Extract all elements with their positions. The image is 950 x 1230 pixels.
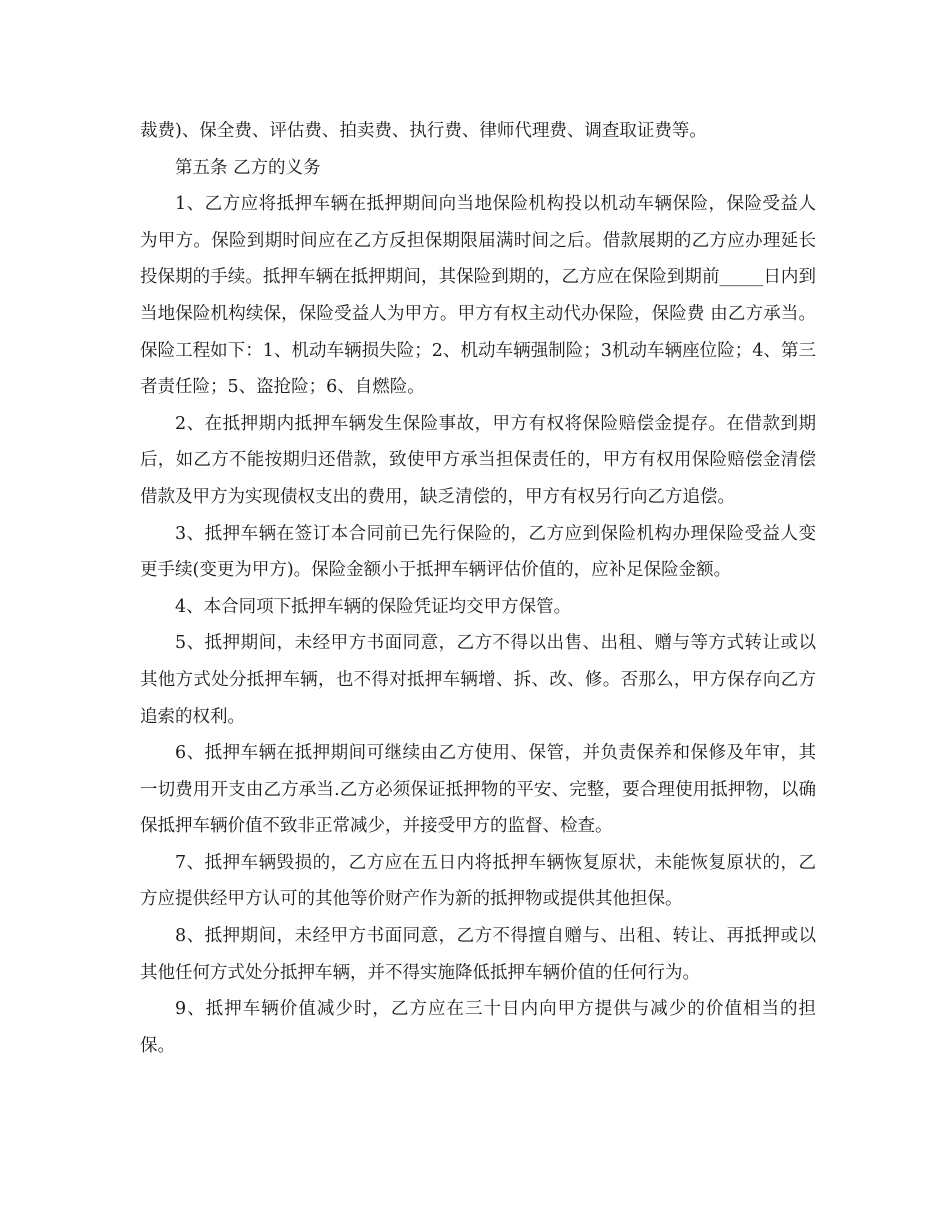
clause-2: 2、在抵押期内抵押车辆发生保险事故，甲方有权将保险赔偿金提存。在借款到期后，如乙方不能按期归还借款，致使甲方承当担保责任的，甲方有权用保险赔偿金清偿借款及甲方为实现债权支出的费用，缺乏清偿的，甲方有权另行向乙方追偿。 (140, 413, 816, 507)
clause-7: 7、抵押车辆毁损的，乙方应在五日内将抵押车辆恢复原状，未能恢复原状的，乙方应提供经甲方认可的其他等价财产作为新的抵押物或提供其他担保。 (140, 852, 816, 910)
document-body (140, 113, 816, 1064)
clause-6: 6、抵押车辆在抵押期间可继续由乙方使用、保管，并负责保养和保修及年审，其一切费用开支由乙方承当.乙方必须保证抵押物的平安、完整，要合理使用抵押物，以确保抵押车辆价值不致非正常减少，并接受甲方的监督、检查。 (140, 743, 816, 837)
clause-1: 1、乙方应将抵押车辆在抵押期间向当地保险机构投以机动车辆保险，保险受益人为甲方。保险到期时间应在乙方反担保期限届满时间之后。借款展期的乙方应办理延长投保期的手续。抵押车辆在抵押期间，其保险到期的，乙方应在保险到期前_____日内到当地保险机构续保，保险受益人为甲方。甲方有权主动代办保险，保险费 由乙方承当。保险工程如下：1、机动车辆损失险；2、机动车辆强制险；3机动车辆座位险；4、第三者责任险；5、盗抢险；6、自燃险。 (140, 194, 816, 398)
clause-9: 9、抵押车辆价值减少时，乙方应在三十日内向甲方提供与减少的价值相当的担保。 (140, 999, 816, 1056)
section-heading: 第五条 乙方的义务 (175, 157, 321, 178)
clause-3: 3、抵押车辆在签订本合同前已先行保险的，乙方应到保险机构办理保险受益人变更手续(变更为甲方)。保险金额小于抵押车辆评估价值的，应补足保险金额。 (140, 523, 816, 581)
paragraph-continuation: 裁费)、保全费、评估费、拍卖费、执行费、律师代理费、调查取证费等。 (140, 121, 707, 141)
clause-5: 5、抵押期间，未经甲方书面同意，乙方不得以出售、出租、赠与等方式转让或以其他方式处分抵押车辆，也不得对抵押车辆增、拆、改、修。否那么，甲方保存向乙方追索的权利。 (140, 633, 816, 727)
clause-4: 4、本合同项下抵押车辆的保险凭证均交甲方保管。 (175, 596, 572, 617)
clause-8: 8、抵押期间，未经甲方书面同意，乙方不得擅自赠与、出租、转让、再抵押或以其他任何方式处分抵押车辆，并不得实施降低抵押车辆价值的任何行为。 (140, 926, 816, 983)
